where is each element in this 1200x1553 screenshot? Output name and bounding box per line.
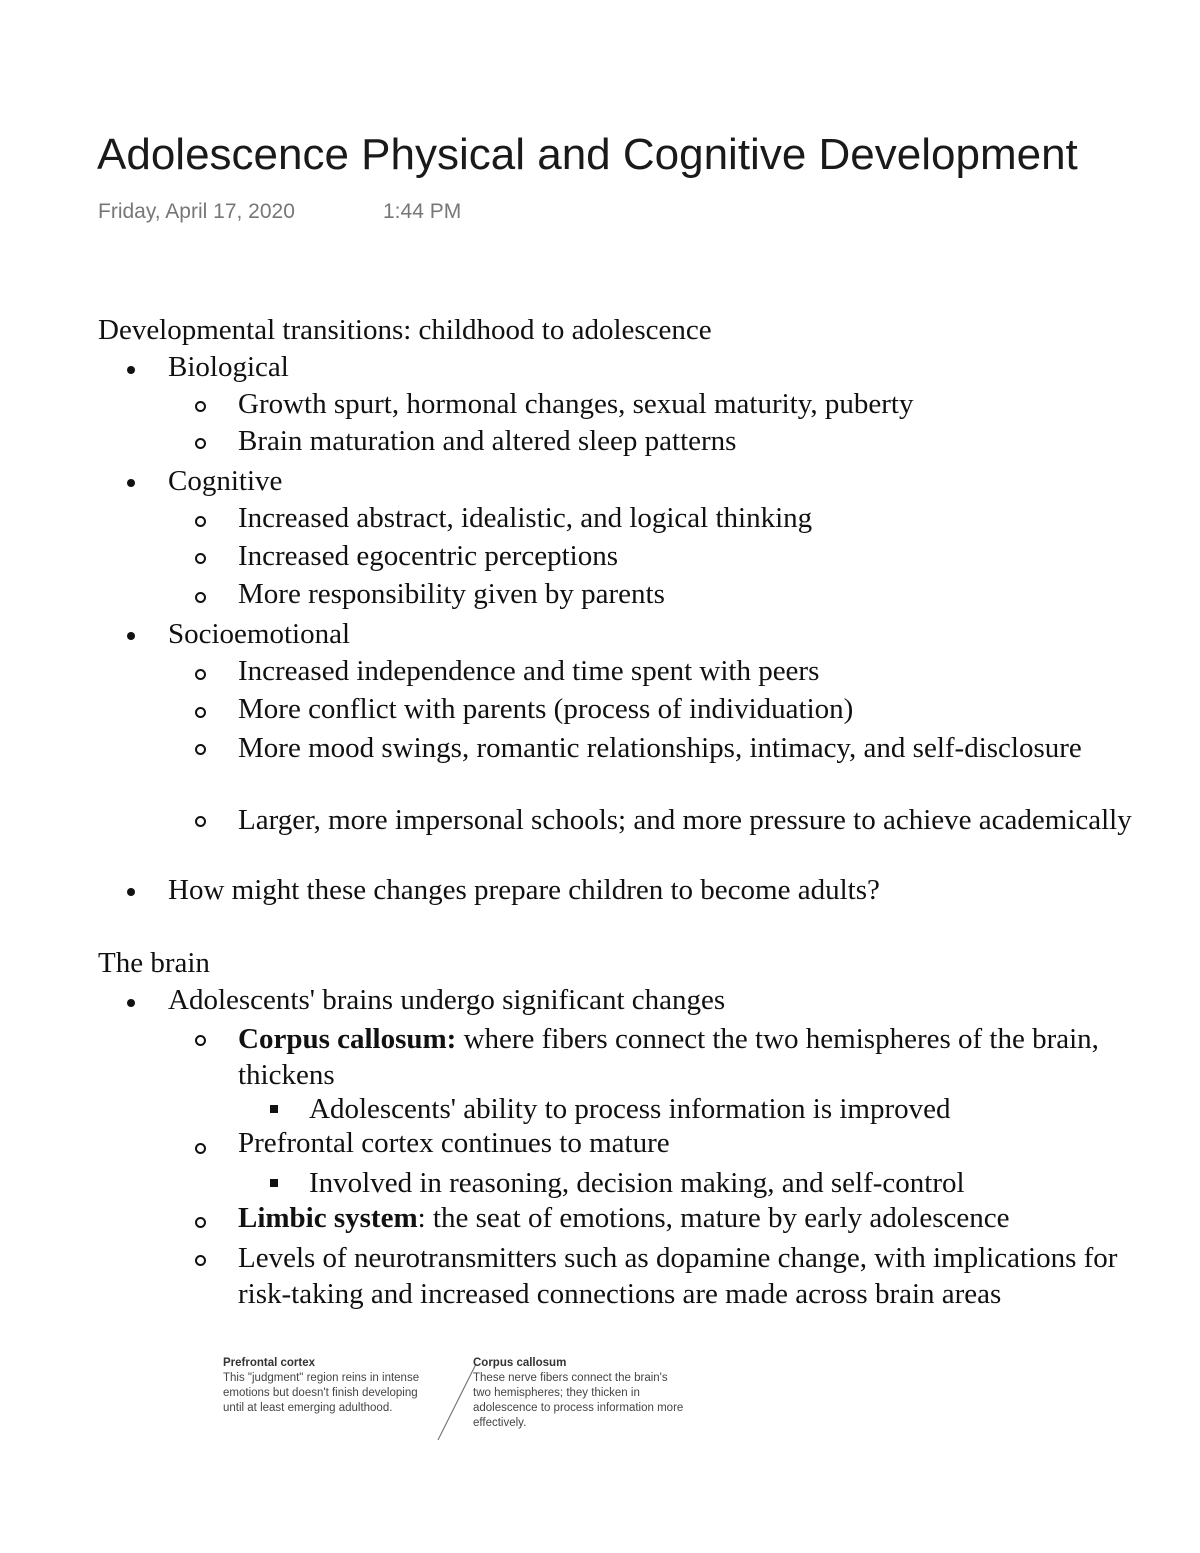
figure-caption-title: Corpus callosum — [473, 1357, 567, 1369]
term-limbic-system: Limbic system — [238, 1202, 418, 1234]
bullet-square — [270, 1179, 278, 1187]
corpus-callosum-text: where fibers connect the two hemispheres of the brain, thickens — [238, 1023, 1099, 1091]
bullet-circle — [195, 669, 206, 680]
list-item: Adolescents' brains undergo significant changes — [168, 984, 726, 1016]
list-item: Larger, more impersonal schools; and more pressure to achieve academically — [238, 804, 1132, 836]
bullet-circle — [195, 401, 206, 412]
bullet-circle — [195, 816, 206, 827]
brain-figure-snippet — [220, 1354, 690, 1444]
list-item-cognitive: Cognitive — [168, 465, 283, 497]
list-item-limbic-system — [238, 1202, 1009, 1235]
bullet-circle — [195, 553, 206, 564]
list-item-socioemotional: Socioemotional — [168, 618, 351, 650]
figure-caption-text: This "judgment" region reins in intense emotions but doesn't finish developing until at least emerging adulthood. — [223, 1372, 420, 1414]
list-item: Growth spurt, hormonal changes, sexual maturity, puberty — [238, 388, 914, 420]
bullet-circle — [195, 707, 206, 718]
figure-caption-text: These nerve fibers connect the brain's two hemispheres; they thicken in adolescence to process information more effectively. — [473, 1372, 684, 1429]
bullet-circle — [195, 438, 206, 449]
figure-caption-corpus — [473, 1356, 688, 1431]
list-item: More conflict with parents (process of individuation) — [238, 693, 854, 725]
list-item: More mood swings, romantic relationships, intimacy, and self-disclosure — [238, 732, 1082, 764]
figure-caption-title: Prefrontal cortex — [223, 1357, 316, 1369]
bullet-dot — [127, 479, 135, 487]
page-date: Friday, April 17, 2020 — [98, 200, 295, 223]
list-item: Involved in reasoning, decision making, and self-control — [309, 1167, 965, 1199]
list-item: Prefrontal cortex continues to mature — [238, 1127, 670, 1159]
bullet-circle — [195, 1143, 206, 1154]
bullet-dot — [127, 999, 135, 1007]
page-title: Adolescence Physical and Cognitive Development — [97, 130, 1078, 179]
list-item-corpus-callosum — [238, 1021, 1200, 1093]
list-item: Brain maturation and altered sleep patterns — [238, 425, 737, 457]
bullet-circle — [195, 1217, 206, 1228]
bullet-circle — [195, 744, 206, 755]
list-item: Adolescents' ability to process information is improved — [309, 1093, 951, 1125]
list-item: Increased independence and time spent with peers — [238, 655, 820, 687]
list-item: Increased egocentric perceptions — [238, 540, 619, 572]
bullet-circle — [195, 1255, 206, 1266]
bullet-dot — [127, 632, 135, 640]
list-item-question: How might these changes prepare children to become adults? — [168, 874, 880, 906]
limbic-system-text: : the seat of emotions, mature by early adolescence — [417, 1202, 1010, 1234]
list-item-biological: Biological — [168, 351, 289, 383]
bullet-dot — [127, 888, 135, 896]
list-item: More responsibility given by parents — [238, 578, 665, 610]
list-item: Increased abstract, idealistic, and logical thinking — [238, 502, 813, 534]
page-time: 1:44 PM — [383, 200, 462, 223]
bullet-square — [270, 1105, 278, 1113]
bullet-circle — [195, 516, 206, 527]
section-heading-transitions: Developmental transitions: childhood to adolescence — [98, 314, 712, 346]
section-heading-brain: The brain — [98, 947, 210, 979]
term-corpus-callosum: Corpus callosum: — [238, 1023, 457, 1055]
bullet-circle — [195, 1035, 206, 1046]
figure-caption-prefrontal — [223, 1356, 423, 1416]
list-item: Levels of neurotransmitters such as dopamine change, with implications for risk-taking and increased connections are made across brain areas — [238, 1242, 1118, 1310]
bullet-circle — [195, 592, 206, 603]
bullet-dot — [127, 366, 135, 374]
